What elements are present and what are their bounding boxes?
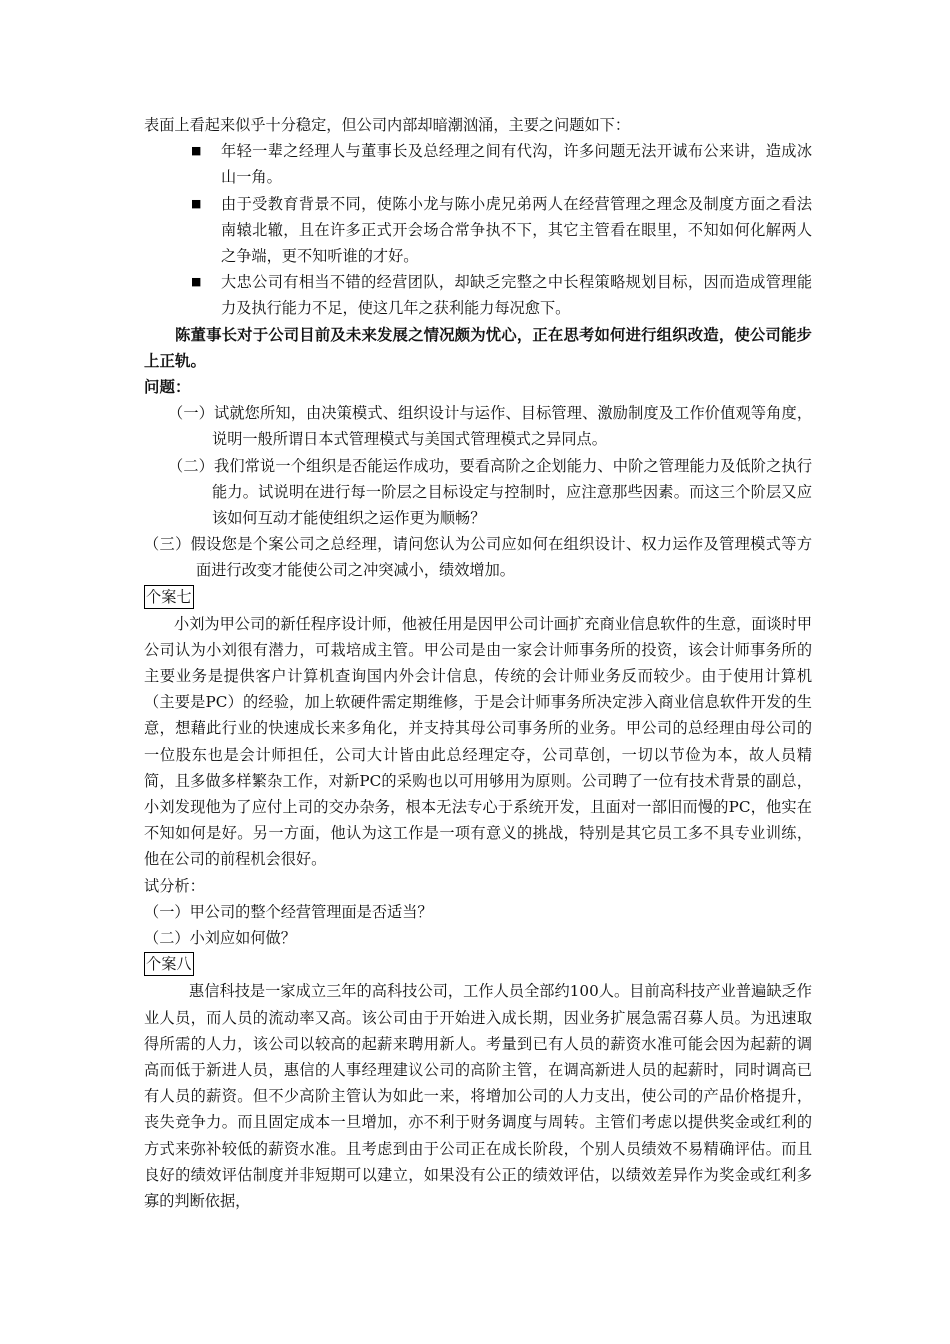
square-bullet-icon: ■	[191, 196, 202, 210]
bullet-text: 年轻一辈之经理人与董事长及总经理之间有代沟，许多问题无法开诚布公来讲，造成冰山一角。	[221, 142, 812, 187]
case7-title: 个案七	[144, 585, 194, 609]
document-page	[144, 112, 812, 1214]
case7-question: （一）甲公司的整个经营管理面是否适当？	[144, 902, 433, 921]
square-bullet-icon: ■	[191, 275, 202, 289]
bullet-text: 由于受教育背景不同，使陈小龙与陈小虎兄弟两人在经营管理之理念及制度方面之看法南辕北辙，且在许多正式开会场合常争执不下，其它主管看在眼里，不知如何化解两人之争端，更不知听谁的才好。	[221, 194, 812, 266]
question-item: （一）试就您所知，由决策模式、组织设计与运作、目标管理、激励制度及工作价值观等角度，说明一般所谓日本式管理模式与美国式管理模式之异同点。	[168, 404, 812, 449]
problem-list	[144, 138, 812, 321]
case7-body: 小刘为甲公司的新任程序设计师，他被任用是因甲公司计画扩充商业信息软件的生意，面谈时甲公司认为小刘很有潜力，可栽培成主管。甲公司是由一家会计师事务所的投资，该会计师事务所的主要业务是提供客户计算机查询国内外会计信息，传统的会计师业务反而较少。由于使用计算机（主要是PC）的经验，加上软硬件需定期维修，于是会计师事务所决定涉入商业信息软件开发的生意，想藉此行业的快速成长来多角化，并支持其母公司事务所的业务。甲公司的总经理由母公司的一位股东也是会计师担任，公司大计皆由此总经理定夺，公司草创，一切以节俭为本，故人员精简，且多做多样繁杂工作，对新PC的采购也以可用够用为原则。公司聘了一位有技术背景的副总，小刘发现他为了应付上司的交办杂务，根本无法专心于系统开发，且面对一部旧而慢的PC，他实在不知如何是好。另一方面，他认为这工作是一项有意义的挑战，特别是其它员工多不具专业训练，他在公司的前程机会很好。	[144, 614, 812, 869]
case7-analysis-heading: 试分析：	[144, 876, 205, 895]
list-item	[144, 191, 812, 270]
case8-title: 个案八	[144, 952, 194, 976]
case7-question: （二）小刘应如何做？	[144, 929, 296, 948]
intro-line: 表面上看起来似乎十分稳定，但公司内部却暗潮汹涌，主要之问题如下：	[144, 116, 630, 134]
list-item	[144, 138, 812, 190]
question-item: （三）假设您是个案公司之总经理，请问您认为公司应如何在组织设计、权力运作及管理模式等方面进行改变才能使公司之冲突减小，绩效增加。	[144, 535, 812, 580]
case7-section	[144, 584, 812, 952]
list-item	[144, 269, 812, 321]
bullet-text: 大忠公司有相当不错的经营团队，却缺乏完整之中长程策略规划目标，因而造成管理能力及执行能力不足，使这几年之获利能力每况愈下。	[221, 273, 812, 318]
case8-section	[144, 951, 812, 1214]
square-bullet-icon: ■	[191, 144, 202, 158]
chairman-paragraph: 陈董事长对于公司目前及未来发展之情况颇为忧心，正在思考如何进行组织改造，使公司能步上正轨。	[144, 325, 812, 370]
questions-heading: 问题：	[144, 378, 191, 397]
question-item: （二）我们常说一个组织是否能运作成功，要看高阶之企划能力、中阶之管理能力及低阶之执行能力。试说明在进行每一阶层之目标设定与控制时，应注意那些因素。而这三个阶层又应该如何互动才能使组织之运作更为顺畅？	[168, 456, 812, 528]
case8-body: 惠信科技是一家成立三年的高科技公司，工作人员全部约100人。目前高科技产业普遍缺乏作业人员，而人员的流动率又高。该公司由于开始进入成长期，因业务扩展急需召募人员。为迅速取得所需的人力，该公司以较高的起薪来聘用新人。考量到已有人员的薪资水准可能会因为起薪的调高而低于新进人员，惠信的人事经理建议公司的高阶主管，在调高新进人员的起薪时，同时调高已有人员的薪资。但不少高阶主管认为如此一来，将增加公司的人力支出，使公司的产品价格提升，丧失竞争力。而且固定成本一旦增加，亦不利于财务调度与周转。主管们考虑以提供奖金或红利的方式来弥补较低的薪资水准。且考虑到由于公司正在成长阶段，个别人员绩效不易精确评估。而且良好的绩效评估制度并非短期可以建立，如果没有公正的绩效评估，以绩效差异作为奖金或红利多寡的判断依据，	[144, 982, 812, 1210]
